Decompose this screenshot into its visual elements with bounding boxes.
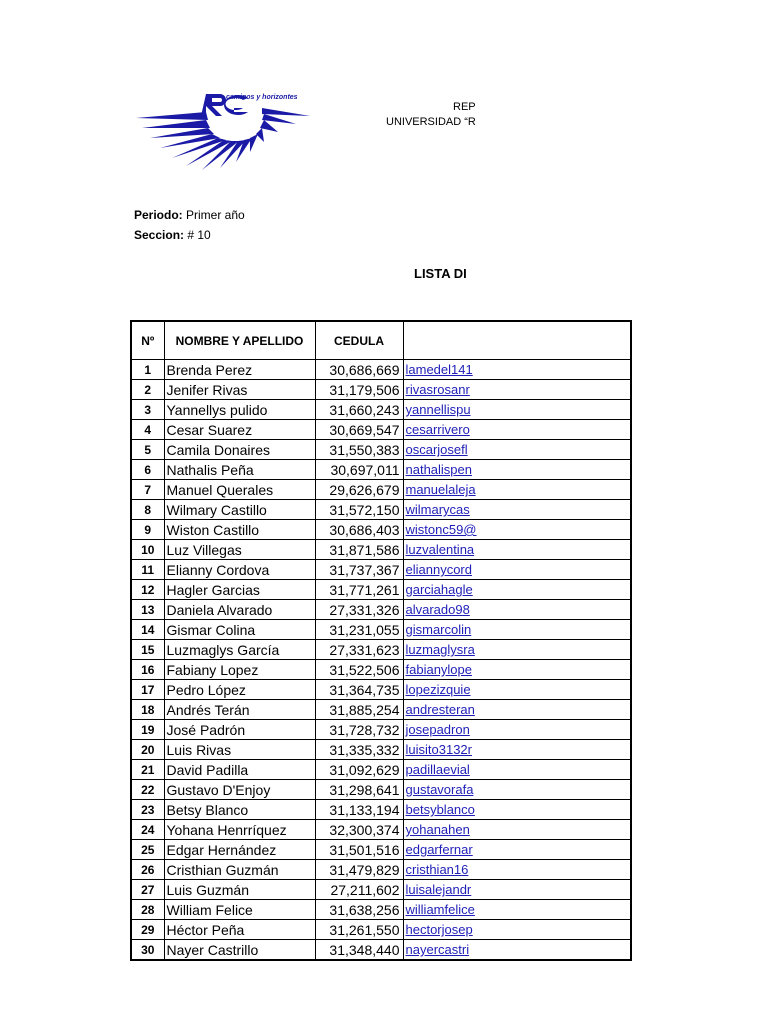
row-number: 28 <box>131 900 164 920</box>
header-email <box>403 321 631 360</box>
student-email-link[interactable]: luisito3132r <box>405 742 472 757</box>
table-row <box>131 380 631 400</box>
student-cedula: 31,179,506 <box>315 380 403 400</box>
student-email-link[interactable]: andresteran <box>405 702 475 717</box>
seccion-value: # 10 <box>187 228 211 242</box>
student-email-link[interactable]: lamedel141 <box>405 362 473 377</box>
table-row <box>131 420 631 440</box>
email-cell <box>403 460 631 480</box>
row-number: 18 <box>131 700 164 720</box>
header-line-1: REP <box>453 101 476 113</box>
table-row <box>131 820 631 840</box>
student-email-link[interactable]: padillaevial <box>405 762 470 777</box>
student-cedula: 31,572,150 <box>315 500 403 520</box>
student-cedula: 31,550,383 <box>315 440 403 460</box>
student-name: Camila Donaires <box>164 440 315 460</box>
student-cedula: 31,638,256 <box>315 900 403 920</box>
table-row <box>131 640 631 660</box>
student-cedula: 31,231,055 <box>315 620 403 640</box>
student-cedula: 31,771,261 <box>315 580 403 600</box>
student-table-viewport <box>130 320 477 958</box>
student-cedula: 31,479,829 <box>315 860 403 880</box>
student-email-link[interactable]: manuelaleja <box>405 482 476 497</box>
seccion-line <box>134 228 211 242</box>
table-row <box>131 900 631 920</box>
email-cell <box>403 420 631 440</box>
email-cell <box>403 780 631 800</box>
seccion-label: Seccion: <box>134 228 185 242</box>
row-number: 26 <box>131 860 164 880</box>
email-cell <box>403 720 631 740</box>
row-number: 21 <box>131 760 164 780</box>
student-cedula: 31,261,550 <box>315 920 403 940</box>
table-row <box>131 560 631 580</box>
student-name: Gustavo D'Enjoy <box>164 780 315 800</box>
email-cell <box>403 940 631 961</box>
student-name: Edgar Hernández <box>164 840 315 860</box>
list-title: LISTA DI <box>414 266 467 281</box>
table-row <box>131 460 631 480</box>
student-name: Luzmaglys García <box>164 640 315 660</box>
row-number: 8 <box>131 500 164 520</box>
table-row <box>131 800 631 820</box>
student-email-link[interactable]: hectorjosep <box>405 922 473 937</box>
email-cell <box>403 400 631 420</box>
student-email-link[interactable]: gismarcolin <box>405 622 472 637</box>
email-cell <box>403 760 631 780</box>
student-email-link[interactable]: garciahagle <box>405 582 473 597</box>
periodo-value: Primer año <box>186 208 245 222</box>
row-number: 3 <box>131 400 164 420</box>
row-number: 9 <box>131 520 164 540</box>
student-cedula: 31,364,735 <box>315 680 403 700</box>
student-cedula: 31,885,254 <box>315 700 403 720</box>
row-number: 19 <box>131 720 164 740</box>
email-cell <box>403 700 631 720</box>
email-cell <box>403 600 631 620</box>
student-name: Daniela Alvarado <box>164 600 315 620</box>
student-email-link[interactable]: cristhian16 <box>405 862 469 877</box>
email-cell <box>403 520 631 540</box>
student-name: Yannellys pulido <box>164 400 315 420</box>
table-row <box>131 440 631 460</box>
student-email-link[interactable]: yohanahen <box>405 822 470 837</box>
student-email-link[interactable]: luisalejandr <box>405 882 472 897</box>
email-cell <box>403 560 631 580</box>
student-email-link[interactable]: josepadron <box>405 722 470 737</box>
table-row <box>131 600 631 620</box>
row-number: 29 <box>131 920 164 940</box>
student-email-link[interactable]: fabianylope <box>405 662 472 677</box>
row-number: 27 <box>131 880 164 900</box>
row-number: 5 <box>131 440 164 460</box>
email-cell <box>403 820 631 840</box>
student-name: Nayer Castrillo <box>164 940 315 961</box>
student-cedula: 31,737,367 <box>315 560 403 580</box>
row-number: 16 <box>131 660 164 680</box>
email-cell <box>403 900 631 920</box>
student-cedula: 30,686,669 <box>315 360 403 380</box>
student-cedula: 31,348,440 <box>315 940 403 961</box>
student-email-link[interactable]: edgarfernar <box>405 842 473 857</box>
logo-slogan: caminos y horizontes <box>226 94 298 101</box>
email-cell <box>403 680 631 700</box>
email-cell <box>403 800 631 820</box>
row-number: 7 <box>131 480 164 500</box>
header-number: Nº <box>131 321 164 360</box>
student-name: Cesar Suarez <box>164 420 315 440</box>
student-cedula: 30,686,403 <box>315 520 403 540</box>
header-line-2: UNIVERSIDAD “R <box>386 116 476 128</box>
table-row <box>131 700 631 720</box>
row-number: 15 <box>131 640 164 660</box>
student-email-link[interactable]: alvarado98 <box>405 602 470 617</box>
student-email-link[interactable]: rivasrosanr <box>405 382 470 397</box>
student-email-link[interactable]: yannellispu <box>405 402 471 417</box>
student-email-link[interactable]: wistonc59@ <box>405 522 477 537</box>
student-cedula: 31,133,194 <box>315 800 403 820</box>
row-number: 12 <box>131 580 164 600</box>
email-cell <box>403 920 631 940</box>
row-number: 11 <box>131 560 164 580</box>
row-number: 30 <box>131 940 164 961</box>
table-row <box>131 940 631 961</box>
student-name: Wilmary Castillo <box>164 500 315 520</box>
row-number: 25 <box>131 840 164 860</box>
student-cedula: 31,335,332 <box>315 740 403 760</box>
row-number: 4 <box>131 420 164 440</box>
student-name: Wiston Castillo <box>164 520 315 540</box>
table-row <box>131 780 631 800</box>
email-cell <box>403 840 631 860</box>
email-cell <box>403 860 631 880</box>
row-number: 14 <box>131 620 164 640</box>
table-row <box>131 580 631 600</box>
student-cedula: 29,626,679 <box>315 480 403 500</box>
student-email-link[interactable]: williamfelice <box>405 902 475 917</box>
student-name: William Felice <box>164 900 315 920</box>
row-number: 13 <box>131 600 164 620</box>
university-logo <box>136 90 316 170</box>
header-name: NOMBRE Y APELLIDO <box>164 321 315 360</box>
table-row <box>131 400 631 420</box>
row-number: 23 <box>131 800 164 820</box>
row-number: 24 <box>131 820 164 840</box>
email-cell <box>403 740 631 760</box>
student-name: Brenda Perez <box>164 360 315 380</box>
table-row <box>131 360 631 380</box>
student-cedula: 31,298,641 <box>315 780 403 800</box>
student-cedula: 31,501,516 <box>315 840 403 860</box>
row-number: 6 <box>131 460 164 480</box>
student-email-link[interactable]: wilmarycas <box>405 502 470 517</box>
student-email-link[interactable]: betsyblanco <box>405 802 475 817</box>
student-name: Manuel Querales <box>164 480 315 500</box>
student-email-link[interactable]: luzvalentina <box>405 542 475 557</box>
table-row <box>131 540 631 560</box>
email-cell <box>403 500 631 520</box>
student-cedula: 30,697,011 <box>315 460 403 480</box>
student-name: Yohana Henrríquez <box>164 820 315 840</box>
student-email-link[interactable]: nayercastri <box>405 942 470 957</box>
table-row <box>131 760 631 780</box>
email-cell <box>403 640 631 660</box>
email-cell <box>403 440 631 460</box>
email-cell <box>403 620 631 640</box>
student-name: Luis Guzmán <box>164 880 315 900</box>
student-cedula: 32,300,374 <box>315 820 403 840</box>
periodo-line <box>134 208 245 222</box>
email-cell <box>403 540 631 560</box>
row-number: 22 <box>131 780 164 800</box>
student-email-link[interactable]: nathalispen <box>405 462 472 477</box>
student-email-link[interactable]: cesarrivero <box>405 422 470 437</box>
student-email-link[interactable]: luzmaglysra <box>405 642 475 657</box>
student-name: Pedro López <box>164 680 315 700</box>
table-row <box>131 840 631 860</box>
table-row <box>131 920 631 940</box>
email-cell <box>403 380 631 400</box>
student-name: Elianny Cordova <box>164 560 315 580</box>
student-cedula: 31,660,243 <box>315 400 403 420</box>
student-email-link[interactable]: eliannycord <box>405 562 472 577</box>
email-cell <box>403 880 631 900</box>
student-name: Hagler Garcias <box>164 580 315 600</box>
row-number: 2 <box>131 380 164 400</box>
student-email-link[interactable]: lopezizquie <box>405 682 471 697</box>
student-table <box>130 320 632 961</box>
student-email-link[interactable]: oscarjosefl <box>405 442 468 457</box>
student-name: Betsy Blanco <box>164 800 315 820</box>
table-row <box>131 480 631 500</box>
email-cell <box>403 580 631 600</box>
row-number: 1 <box>131 360 164 380</box>
table-row <box>131 740 631 760</box>
row-number: 20 <box>131 740 164 760</box>
student-name: Nathalis Peña <box>164 460 315 480</box>
student-name: José Padrón <box>164 720 315 740</box>
table-row <box>131 660 631 680</box>
table-row <box>131 720 631 740</box>
student-name: Gismar Colina <box>164 620 315 640</box>
student-cedula: 31,728,732 <box>315 720 403 740</box>
email-cell <box>403 480 631 500</box>
student-cedula: 27,331,623 <box>315 640 403 660</box>
student-name: Andrés Terán <box>164 700 315 720</box>
student-name: Héctor Peña <box>164 920 315 940</box>
student-name: Cristhian Guzmán <box>164 860 315 880</box>
student-cedula: 27,331,326 <box>315 600 403 620</box>
email-cell <box>403 360 631 380</box>
student-name: Luis Rivas <box>164 740 315 760</box>
table-row <box>131 620 631 640</box>
email-cell <box>403 660 631 680</box>
student-cedula: 30,669,547 <box>315 420 403 440</box>
student-cedula: 27,211,602 <box>315 880 403 900</box>
student-name: Fabiany Lopez <box>164 660 315 680</box>
student-email-link[interactable]: gustavorafa <box>405 782 474 797</box>
student-cedula: 31,092,629 <box>315 760 403 780</box>
table-header-row <box>131 321 631 360</box>
student-name: Luz Villegas <box>164 540 315 560</box>
student-name: Jenifer Rivas <box>164 380 315 400</box>
student-cedula: 31,871,586 <box>315 540 403 560</box>
periodo-label: Periodo: <box>134 208 183 222</box>
student-name: David Padilla <box>164 760 315 780</box>
table-row <box>131 860 631 880</box>
header-cedula: CEDULA <box>315 321 403 360</box>
table-row <box>131 680 631 700</box>
table-row <box>131 520 631 540</box>
student-cedula: 31,522,506 <box>315 660 403 680</box>
table-row <box>131 500 631 520</box>
row-number: 10 <box>131 540 164 560</box>
row-number: 17 <box>131 680 164 700</box>
table-row <box>131 880 631 900</box>
